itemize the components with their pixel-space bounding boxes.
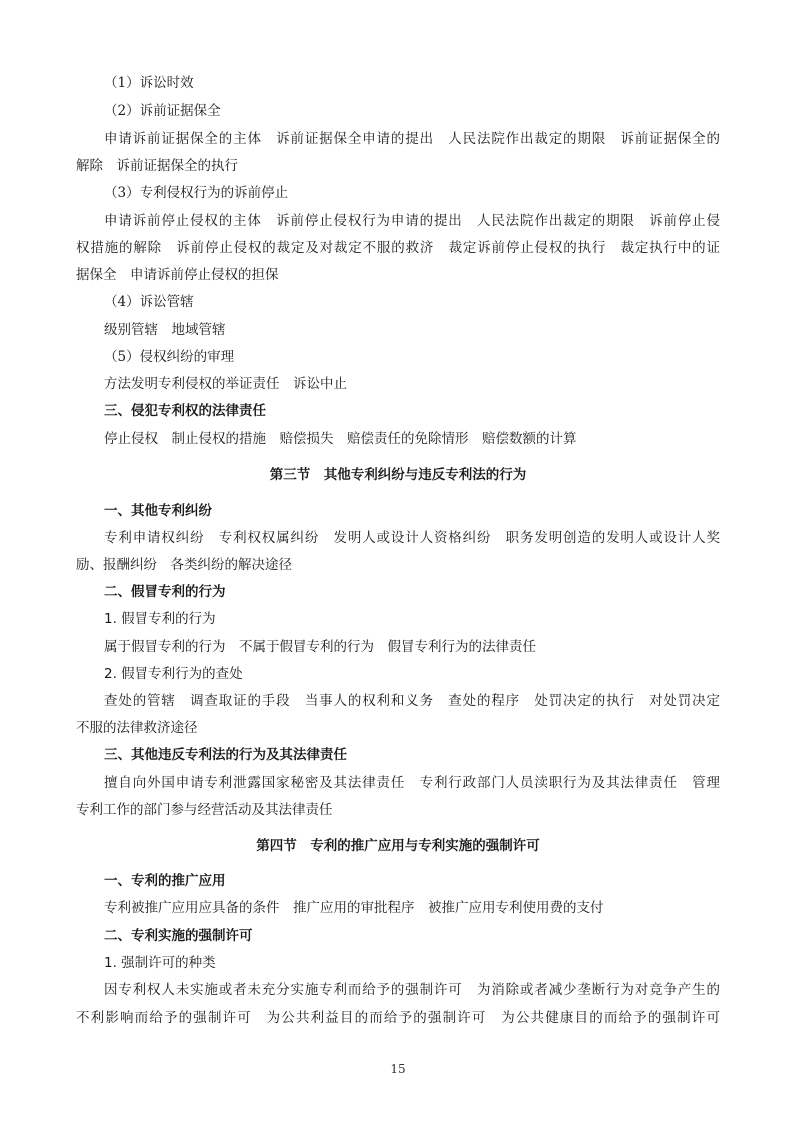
list-item-preservation: （2）诉前证据保全: [104, 103, 221, 119]
paragraph-line: 级别管辖 地域管辖: [104, 322, 226, 338]
subheading-license-types: 1. 强制许可的种类: [104, 955, 216, 971]
paragraph-line: 励、报酬纠纷 各类纠纷的解决途径: [76, 557, 292, 573]
heading-counterfeit: 二、假冒专利的行为: [104, 584, 226, 600]
paragraph-line: 专利工作的部门参与经营活动及其法律责任: [76, 802, 333, 818]
list-item-trial: （5）侵权纠纷的审理: [104, 349, 235, 365]
paragraph-line: 方法发明专利侵权的举证责任 诉讼中止: [104, 376, 347, 392]
paragraph-line: 申请诉前证据保全的主体 诉前证据保全申请的提出 人民法院作出裁定的期限 诉前证据保全的: [104, 131, 720, 147]
subheading-counterfeit-acts: 1. 假冒专利的行为: [104, 611, 216, 627]
paragraph-line: 查处的管辖 调查取证的手段 当事人的权利和义务 查处的程序 处罚决定的执行 对处罚决定: [104, 693, 720, 709]
paragraph-line: 专利申请权纠纷 专利权权属纠纷 发明人或设计人资格纠纷 职务发明创造的发明人或设计人奖: [104, 530, 720, 546]
list-item-cessation: （3）专利侵权行为的诉前停止: [104, 185, 289, 201]
list-item-jurisdiction: （4）诉讼管辖: [104, 294, 194, 310]
heading-other-violations: 三、其他违反专利法的行为及其法律责任: [104, 747, 347, 763]
paragraph-line: 权措施的解除 诉前停止侵权的裁定及对裁定不服的救济 裁定诉前停止侵权的执行 裁定执行中的证: [76, 240, 720, 256]
heading-compulsory-license: 二、专利实施的强制许可: [104, 928, 253, 944]
heading-liability: 三、侵犯专利权的法律责任: [104, 403, 266, 419]
paragraph-line: 属于假冒专利的行为 不属于假冒专利的行为 假冒专利行为的法律责任: [104, 639, 536, 655]
subheading-investigation: 2. 假冒专利行为的查处: [104, 666, 243, 682]
heading-other-disputes: 一、其他专利纠纷: [104, 503, 212, 519]
paragraph-line: 专利被推广应用应具备的条件 推广应用的审批程序 被推广应用专利使用费的支付: [104, 900, 604, 916]
heading-promotion: 一、专利的推广应用: [104, 873, 226, 889]
paragraph-line: 不利影响而给予的强制许可 为公共利益目的而给予的强制许可 为公共健康目的而给予的强制许可: [76, 1010, 720, 1026]
paragraph-line: 据保全 申请诉前停止侵权的担保: [76, 267, 279, 283]
paragraph-line: 解除 诉前证据保全的执行: [76, 158, 238, 174]
page-number: 15: [390, 1062, 406, 1076]
section-title-4: 第四节 专利的推广应用与专利实施的强制许可: [256, 838, 540, 854]
paragraph-line: 擅自向外国申请专利泄露国家秘密及其法律责任 专利行政部门人员渎职行为及其法律责任 管理: [104, 775, 720, 791]
section-title-3: 第三节 其他专利纠纷与违反专利法的行为: [269, 467, 527, 483]
paragraph-line: 申请诉前停止侵权的主体 诉前停止侵权行为申请的提出 人民法院作出裁定的期限 诉前停止侵: [104, 213, 720, 229]
paragraph-line: 不服的法律救济途径: [76, 720, 198, 736]
paragraph-line: 因专利权人未实施或者未充分实施专利而给予的强制许可 为消除或者减少垄断行为对竞争产生的: [104, 982, 720, 998]
paragraph-line: 停止侵权 制止侵权的措施 赔偿损失 赔偿责任的免除情形 赔偿数额的计算: [104, 431, 577, 447]
list-item-limitation: （1）诉讼时效: [104, 75, 194, 91]
